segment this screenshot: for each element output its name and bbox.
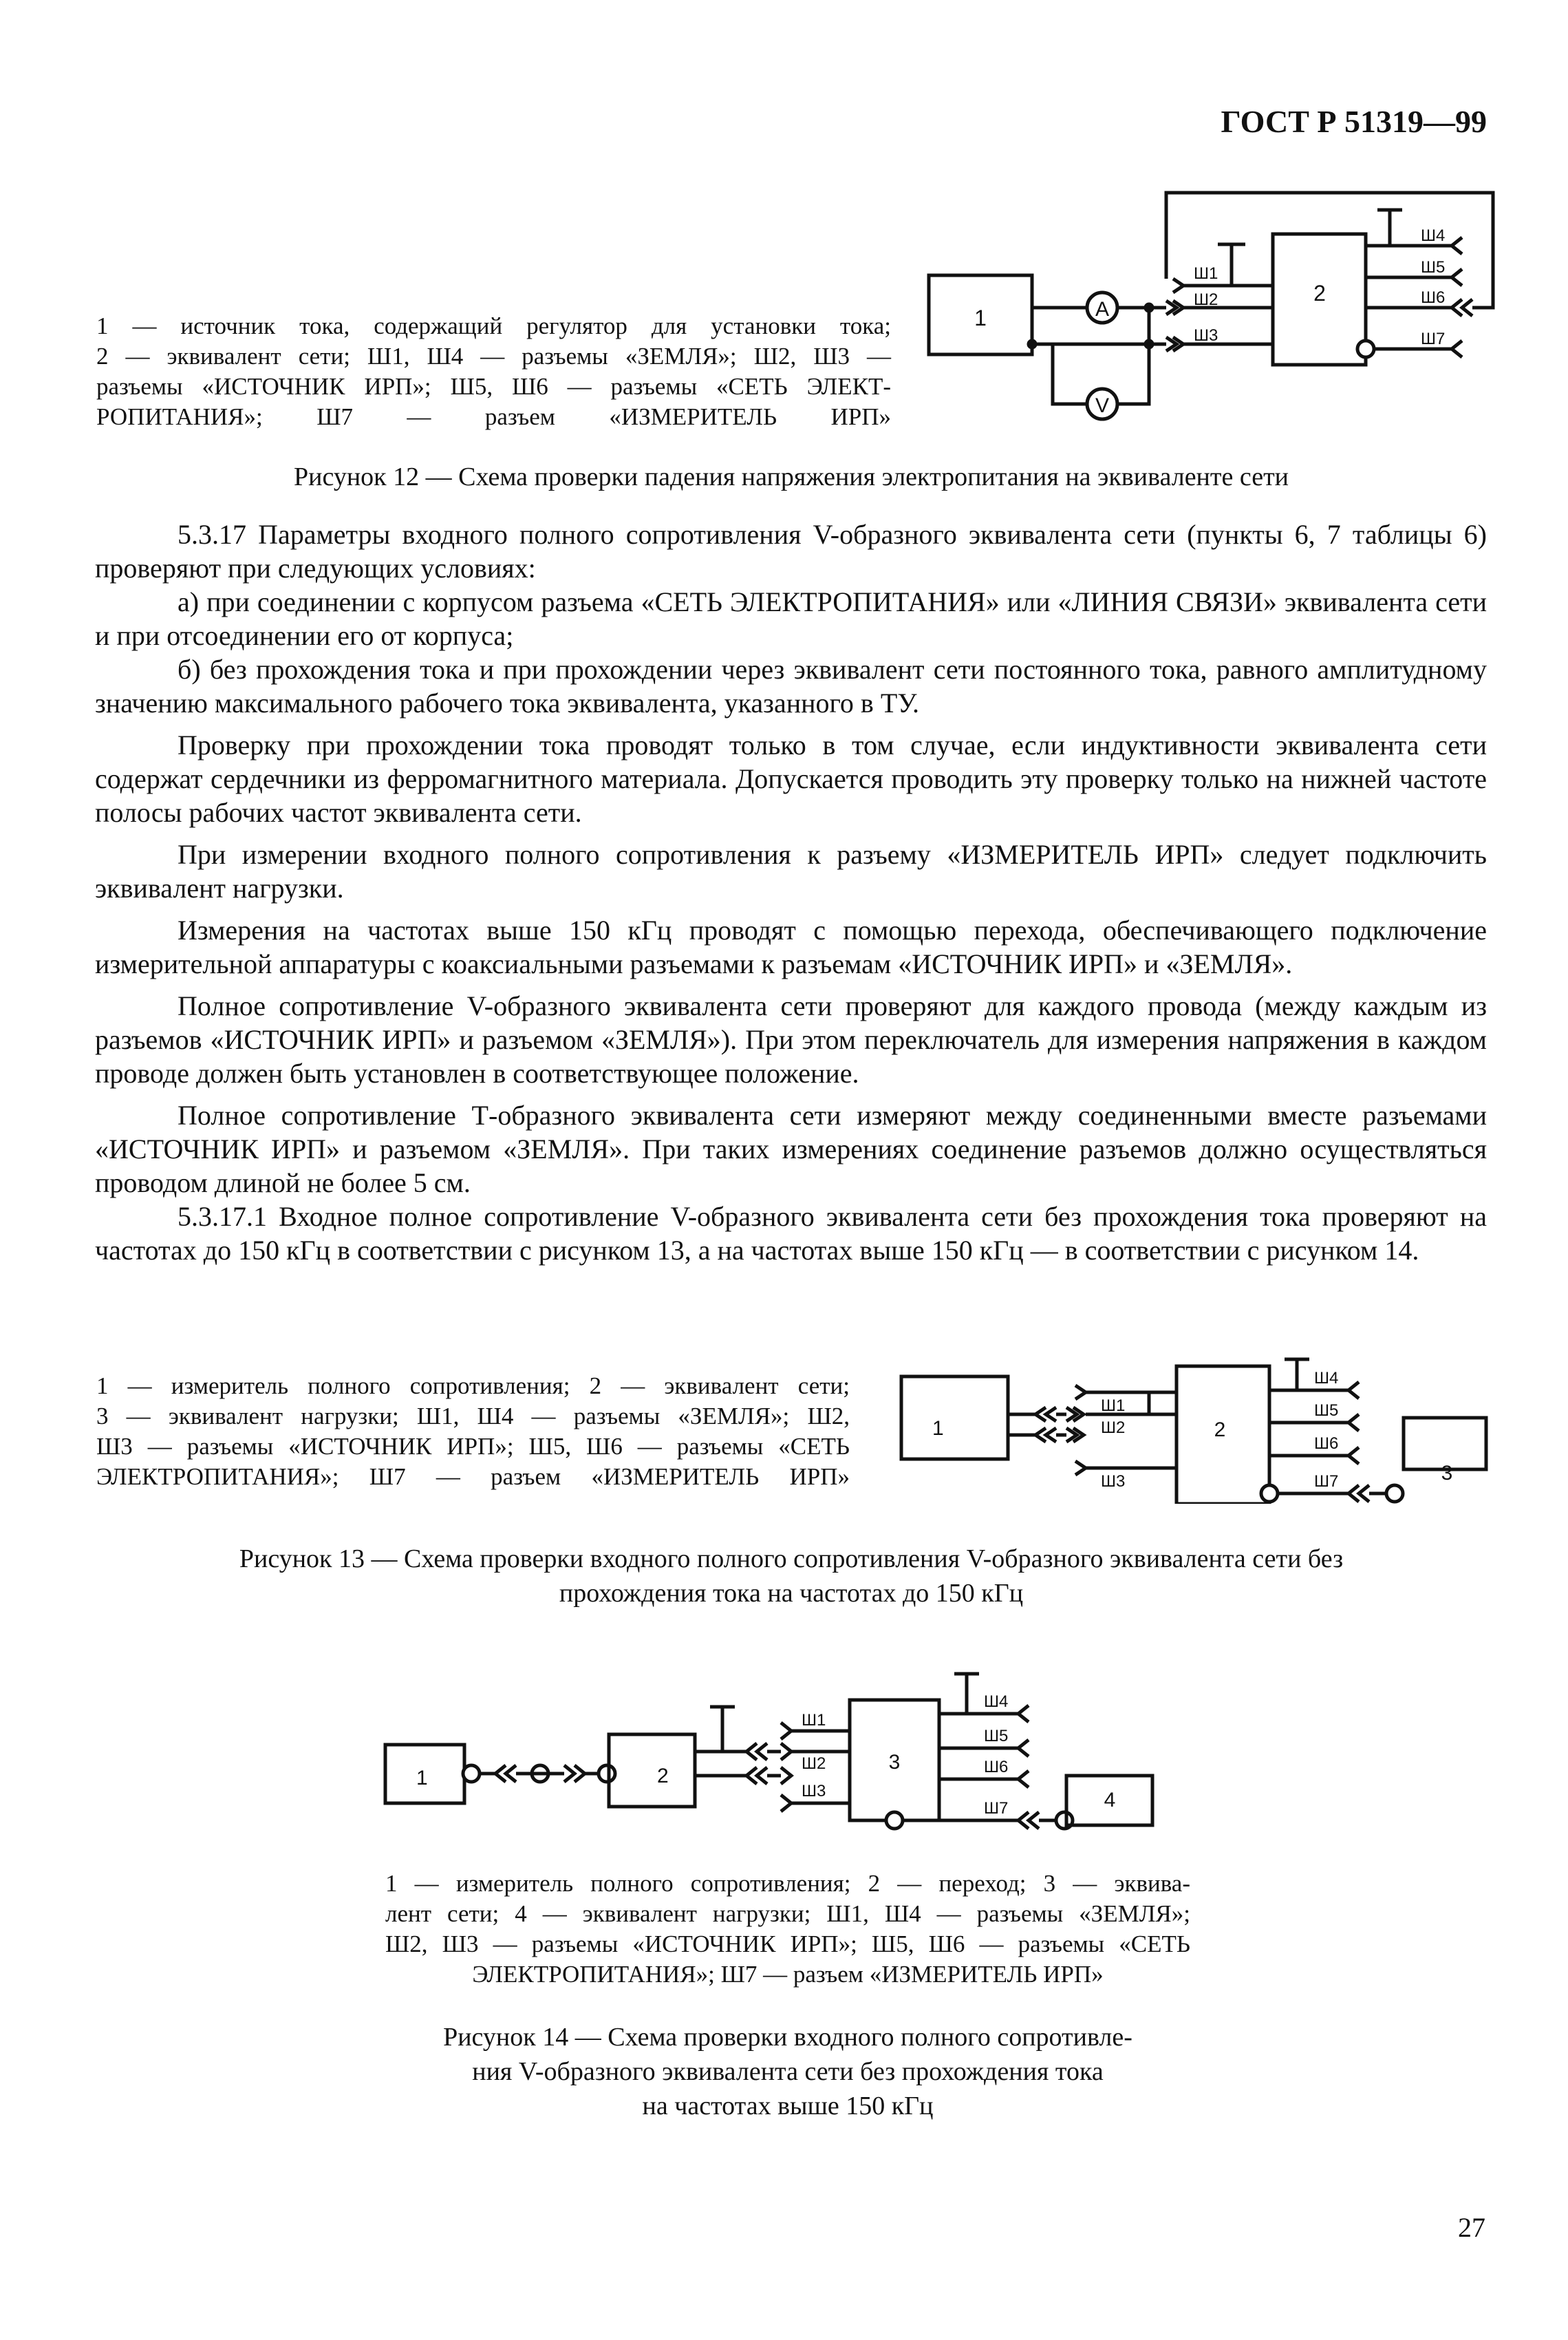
svg-text:Ш3: Ш3 — [802, 1782, 826, 1800]
legend-line: лент сети; 4 — эквивалент нагрузки; Ш1, Ш4 — разъемы «ЗЕМЛЯ»; — [385, 1900, 1190, 1927]
svg-text:Ш3: Ш3 — [1194, 326, 1218, 345]
legend-line: Ш3 — разъемы «ИСТОЧНИК ИРП»; Ш5, Ш6 — разъемы «СЕТЬ — [96, 1433, 850, 1460]
figure-14-caption — [385, 2020, 1190, 2123]
svg-text:Ш2: Ш2 — [802, 1754, 826, 1773]
svg-text:2: 2 — [657, 1765, 669, 1787]
paragraph: б) без прохождения тока и при прохождении через эквивалент сети постоянного тока, равного амплитудному значению максимального рабочего тока эквивалента, указанного в ТУ. — [95, 654, 1487, 719]
figure-12-caption: Рисунок 12 — Схема проверки падения напряжения электропитания на эквиваленте сети — [293, 462, 1289, 491]
svg-text:Ш6: Ш6 — [1421, 288, 1446, 307]
svg-text:Ш5: Ш5 — [1314, 1401, 1339, 1420]
svg-text:Ш3: Ш3 — [1101, 1472, 1126, 1491]
svg-text:Ш4: Ш4 — [1421, 226, 1446, 245]
caption-line: Рисунок 13 — Схема проверки входного полного сопротивления V-образного эквивалента сети без — [239, 1544, 1344, 1573]
svg-text:Ш1: Ш1 — [802, 1711, 826, 1730]
legend-line: РОПИТАНИЯ»; Ш7 — разъем «ИЗМЕРИТЕЛЬ ИРП» — [96, 403, 891, 430]
svg-text:1: 1 — [932, 1417, 944, 1440]
svg-text:Ш2: Ш2 — [1101, 1418, 1126, 1437]
paragraph: 5.3.17.1 Входное полное сопротивление V-образного эквивалента сети без прохождения тока проверяют на частотах до 150 кГц в соответствии с рисунком 13, а на частотах выше 150 кГц — в соответствии с рисунком 14. — [95, 1201, 1487, 1266]
figure-13-legend — [96, 1371, 850, 1492]
legend-line: 3 — эквивалент нагрузки; Ш1, Ш4 — разъемы «ЗЕМЛЯ»; Ш2, — [96, 1403, 850, 1429]
svg-text:3: 3 — [888, 1751, 901, 1774]
figure-12-diagram — [915, 182, 1507, 451]
svg-text:2: 2 — [1214, 1418, 1226, 1441]
svg-text:Ш1: Ш1 — [1194, 264, 1218, 283]
legend-line: 1 — источник тока, содержащий регулятор для установки тока; — [96, 312, 891, 339]
legend-line: Ш2, Ш3 — разъемы «ИСТОЧНИК ИРП»; Ш5, Ш6 — разъемы «СЕТЬ — [385, 1930, 1190, 1957]
paragraph: Полное сопротивление V-образного эквивалента сети проверяют для каждого провода (между каждым из разъемов «ИСТОЧНИК ИРП» и разъемом «ЗЕМЛЯ»). При этом переключатель для измерения напряжения в каждом проводе должен быть установлен в соответствующее положение. — [95, 990, 1487, 1089]
figure-14-diagram — [375, 1659, 1201, 1851]
figure-13-diagram — [891, 1346, 1496, 1504]
paragraph: а) при соединении с корпусом разъема «СЕТЬ ЭЛЕКТРОПИТАНИЯ» или «ЛИНИЯ СВЯЗИ» эквивалента сети и при отсоединении его от корпуса; — [95, 586, 1487, 651]
svg-text:Ш6: Ш6 — [984, 1758, 1009, 1776]
paragraph: Проверку при прохождении тока проводят только в том случае, если индуктивности эквивалента сети содержат сердечники из ферромагнитного материала. Допускается проводить эту проверку только на нижней частоте полосы рабочих частот эквивалента сети. — [95, 730, 1487, 828]
legend-line: 1 — измеритель полного сопротивления; 2 — переход; 3 — эквива- — [385, 1870, 1190, 1897]
svg-text:Ш7: Ш7 — [1421, 330, 1446, 348]
svg-text:Ш6: Ш6 — [1314, 1434, 1339, 1453]
paragraph: При измерении входного полного сопротивления к разъему «ИЗМЕРИТЕЛЬ ИРП» следует подключить эквивалент нагрузки. — [95, 839, 1487, 904]
body-text — [95, 518, 1487, 1267]
svg-text:4: 4 — [1104, 1789, 1116, 1811]
svg-text:Ш4: Ш4 — [1314, 1369, 1339, 1387]
caption-line: на частотах выше 150 кГц — [642, 2092, 934, 2120]
legend-line: ЭЛЕКТРОПИТАНИЯ»; Ш7 — разъем «ИЗМЕРИТЕЛЬ ИРП» — [472, 1961, 1104, 1988]
impedance-meter-box — [901, 1376, 1008, 1459]
svg-text:Ш7: Ш7 — [984, 1799, 1009, 1818]
sh1-connector — [1173, 279, 1183, 292]
figure-13-caption — [96, 1542, 1486, 1610]
caption-line: Рисунок 14 — Схема проверки входного полного сопротивле- — [443, 2023, 1132, 2052]
caption-line: ния V-образного эквивалента сети без прохождения тока — [472, 2057, 1104, 2086]
figure-14-legend — [385, 1869, 1190, 1990]
svg-text:1: 1 — [416, 1767, 428, 1789]
legend-line: 1 — измеритель полного сопротивления; 2 — эквивалент сети; — [96, 1372, 850, 1399]
svg-text:3: 3 — [1441, 1462, 1453, 1485]
svg-text:Ш4: Ш4 — [984, 1692, 1009, 1711]
document-header: ГОСТ Р 51319—99 — [1221, 104, 1487, 139]
box-2-label: 2 — [1313, 281, 1326, 306]
voltmeter-label: V — [1095, 394, 1110, 417]
ammeter-label: A — [1095, 298, 1110, 321]
paragraph: Измерения на частотах выше 150 кГц проводят с помощью перехода, обеспечивающего подключение измерительной аппаратуры с коаксиальными разъемами к разъемам «ИСТОЧНИК ИРП» и «ЗЕМЛЯ». — [95, 915, 1487, 979]
paragraph: 5.3.17 Параметры входного полного сопротивления V-образного эквивалента сети (пункты 6, 7 таблицы 6) проверяют при следующих условиях: — [95, 519, 1487, 584]
svg-text:Ш7: Ш7 — [1314, 1472, 1339, 1491]
caption-line: прохождения тока на частотах до 150 кГц — [559, 1579, 1024, 1608]
box-1-label: 1 — [974, 306, 987, 330]
paragraph: Полное сопротивление Т-образного эквивалента сети измеряют между соединенными вместе разъемами «ИСТОЧНИК ИРП» и разъемом «ЗЕМЛЯ». При таких измерениях соединение разъемов должно осуществляться проводом длиной не более 5 см. — [95, 1100, 1487, 1198]
figure-12-legend — [96, 311, 891, 432]
page-number: 27 — [1458, 2212, 1485, 2243]
svg-text:Ш5: Ш5 — [984, 1727, 1009, 1745]
legend-line: 2 — эквивалент сети; Ш1, Ш4 — разъемы «ЗЕМЛЯ»; Ш2, Ш3 — — [96, 343, 891, 370]
svg-text:Ш5: Ш5 — [1421, 258, 1446, 277]
svg-text:Ш2: Ш2 — [1194, 290, 1218, 309]
legend-line: ЭЛЕКТРОПИТАНИЯ»; Ш7 — разъем «ИЗМЕРИТЕЛЬ ИРП» — [96, 1463, 850, 1490]
svg-text:Ш1: Ш1 — [1101, 1396, 1126, 1415]
legend-line: разъемы «ИСТОЧНИК ИРП»; Ш5, Ш6 — разъемы «СЕТЬ ЭЛЕКТ- — [96, 373, 891, 400]
adapter-box — [609, 1734, 695, 1807]
